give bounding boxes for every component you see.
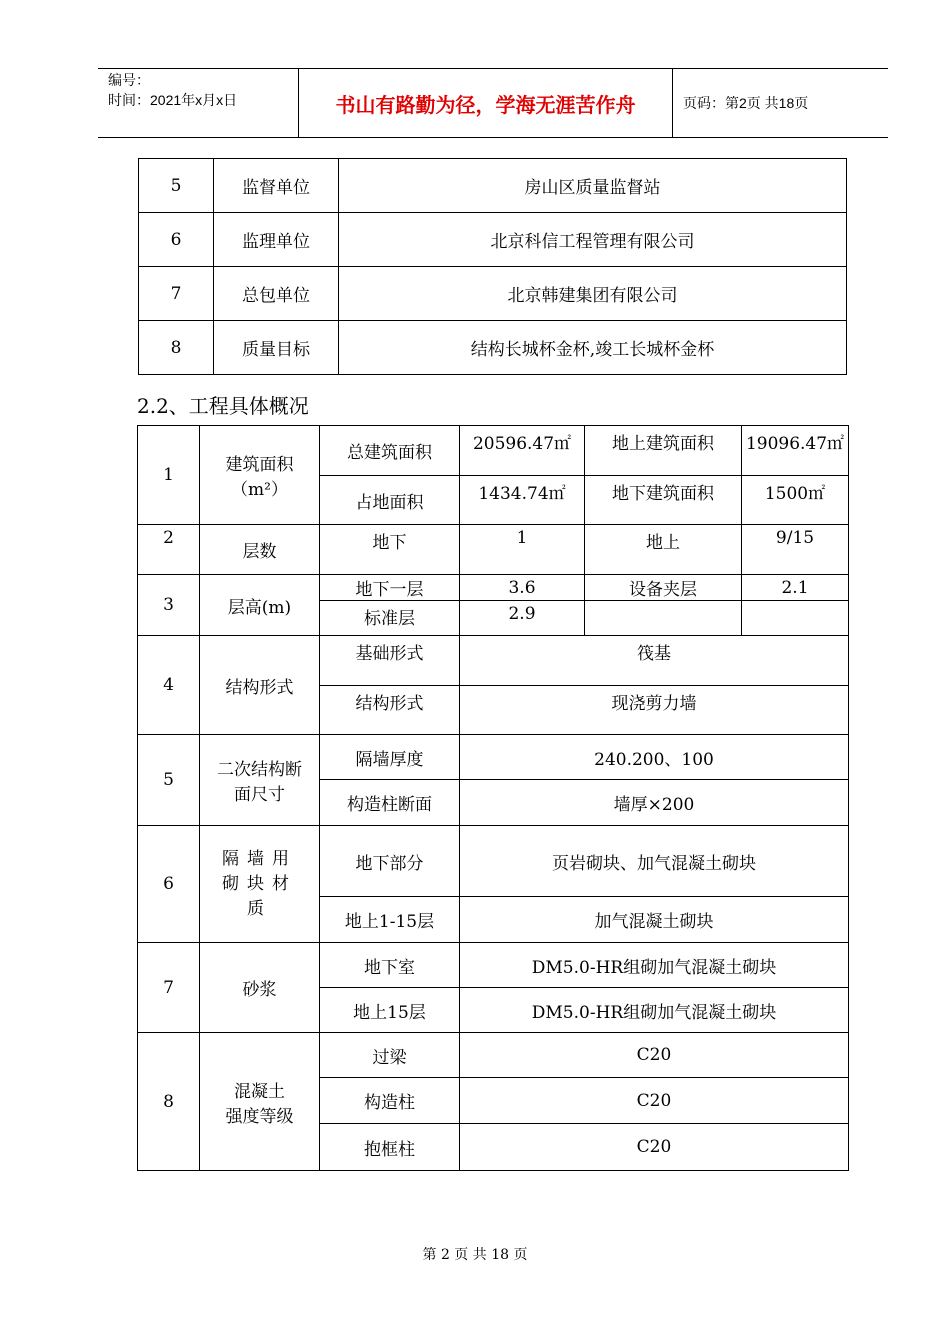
table-row bbox=[139, 267, 847, 321]
label-line: 隔墙用 bbox=[222, 848, 297, 869]
label-line: 混凝土 bbox=[234, 1081, 285, 1102]
label-line: （m²） bbox=[231, 480, 288, 500]
cell-value: 2.1 bbox=[742, 575, 849, 601]
row-number: 8 bbox=[139, 321, 214, 375]
row-number: 6 bbox=[139, 213, 214, 267]
row-number: 3 bbox=[138, 575, 200, 636]
header-meta bbox=[98, 69, 298, 137]
row-number: 6 bbox=[138, 826, 200, 943]
row-label: 质量目标 bbox=[214, 321, 339, 375]
table-row bbox=[138, 426, 849, 476]
cell-label: 地下 bbox=[320, 525, 460, 575]
cell-value: C20 bbox=[460, 1033, 849, 1078]
table-row bbox=[139, 321, 847, 375]
row-label bbox=[200, 1033, 320, 1171]
label-line: 建筑面积 bbox=[225, 455, 294, 475]
cell-value: C20 bbox=[460, 1124, 849, 1171]
table-row bbox=[138, 575, 849, 601]
cell-value: 加气混凝土砌块 bbox=[460, 897, 849, 943]
number-label: 编号： bbox=[108, 72, 150, 88]
cell-value: 3.6 bbox=[460, 575, 585, 601]
label-line: 二次结构断 bbox=[217, 760, 302, 780]
row-number: 4 bbox=[138, 636, 200, 735]
cell-label: 地下部分 bbox=[320, 826, 460, 897]
table-row bbox=[138, 636, 849, 686]
row-label: 层数 bbox=[200, 525, 320, 575]
cell-value: 2.9 bbox=[460, 601, 585, 636]
cell-label: 地上建筑面积 bbox=[585, 426, 742, 476]
cell-value: 20596.47㎡ bbox=[460, 426, 585, 476]
page-info: 页码：第2页 共18页 bbox=[683, 95, 809, 111]
row-label: 结构形式 bbox=[200, 636, 320, 735]
table-row bbox=[139, 159, 847, 213]
project-details-table bbox=[137, 425, 849, 1171]
cell-label: 标准层 bbox=[320, 601, 460, 636]
cell-label: 构造柱 bbox=[320, 1078, 460, 1124]
cell-label: 地上15层 bbox=[320, 988, 460, 1033]
row-label bbox=[200, 426, 320, 525]
cell-label: 隔墙厚度 bbox=[320, 735, 460, 780]
row-value: 结构长城杯金杯,竣工长城杯金杯 bbox=[339, 321, 847, 375]
row-value: 北京科信工程管理有限公司 bbox=[339, 213, 847, 267]
empty-cell bbox=[742, 601, 849, 636]
table-row bbox=[138, 735, 849, 780]
table-row bbox=[138, 826, 849, 897]
cell-label: 地下建筑面积 bbox=[585, 476, 742, 525]
row-label: 总包单位 bbox=[214, 267, 339, 321]
cell-label: 占地面积 bbox=[320, 476, 460, 525]
row-label bbox=[200, 826, 320, 943]
label-line: 质 bbox=[247, 898, 272, 919]
cell-value: 1 bbox=[460, 525, 585, 575]
row-label: 砂浆 bbox=[200, 943, 320, 1033]
cell-label: 地上1-15层 bbox=[320, 897, 460, 943]
row-label: 监督单位 bbox=[214, 159, 339, 213]
row-value: 房山区质量监督站 bbox=[339, 159, 847, 213]
section-title: 2.2、工程具体概况 bbox=[137, 394, 309, 418]
cell-value: C20 bbox=[460, 1078, 849, 1124]
cell-value: 页岩砌块、加气混凝土砌块 bbox=[460, 826, 849, 897]
table-row bbox=[139, 213, 847, 267]
label-line: 砌块材 bbox=[222, 873, 297, 894]
label-line: 面尺寸 bbox=[234, 785, 285, 805]
cell-label: 地下一层 bbox=[320, 575, 460, 601]
row-label bbox=[200, 735, 320, 826]
cell-label: 结构形式 bbox=[320, 686, 460, 735]
cell-label: 设备夹层 bbox=[585, 575, 742, 601]
page-footer: 第 2 页 共 18 页 bbox=[422, 1247, 528, 1263]
row-number: 1 bbox=[138, 426, 200, 525]
cell-label: 过梁 bbox=[320, 1033, 460, 1078]
cell-value: 9/15 bbox=[742, 525, 849, 575]
empty-cell bbox=[585, 601, 742, 636]
project-info-table bbox=[138, 158, 847, 375]
cell-value: 240.200、100 bbox=[460, 735, 849, 780]
row-label: 监理单位 bbox=[214, 213, 339, 267]
row-number: 8 bbox=[138, 1033, 200, 1171]
row-number: 7 bbox=[139, 267, 214, 321]
table-row bbox=[138, 943, 849, 988]
label-line: 强度等级 bbox=[225, 1106, 294, 1127]
row-number: 7 bbox=[138, 943, 200, 1033]
cell-label: 总建筑面积 bbox=[320, 426, 460, 476]
cell-label: 构造柱断面 bbox=[320, 780, 460, 826]
header-motto: 书山有路勤为径，学海无涯苦作舟 bbox=[298, 69, 673, 137]
row-value: 北京韩建集团有限公司 bbox=[339, 267, 847, 321]
table-row bbox=[138, 525, 849, 575]
cell-value: 现浇剪力墙 bbox=[460, 686, 849, 735]
cell-label: 基础形式 bbox=[320, 636, 460, 686]
page-header bbox=[98, 68, 888, 138]
cell-label: 地上 bbox=[585, 525, 742, 575]
cell-value: 1434.74㎡ bbox=[460, 476, 585, 525]
cell-value: 19096.47㎡ bbox=[742, 426, 849, 476]
cell-value: 筏基 bbox=[460, 636, 849, 686]
row-label: 层高(m) bbox=[200, 575, 320, 636]
cell-value: 1500㎡ bbox=[742, 476, 849, 525]
cell-label: 抱框柱 bbox=[320, 1124, 460, 1171]
cell-value: DM5.0-HR组砌加气混凝土砌块 bbox=[460, 943, 849, 988]
row-number: 5 bbox=[139, 159, 214, 213]
table-row bbox=[138, 1033, 849, 1078]
cell-value: DM5.0-HR组砌加气混凝土砌块 bbox=[460, 988, 849, 1033]
row-number: 5 bbox=[138, 735, 200, 826]
time-label: 时间：2021年x月x日 bbox=[108, 92, 238, 108]
cell-label: 地下室 bbox=[320, 943, 460, 988]
row-number: 2 bbox=[138, 525, 200, 575]
cell-value: 墙厚×200 bbox=[460, 780, 849, 826]
